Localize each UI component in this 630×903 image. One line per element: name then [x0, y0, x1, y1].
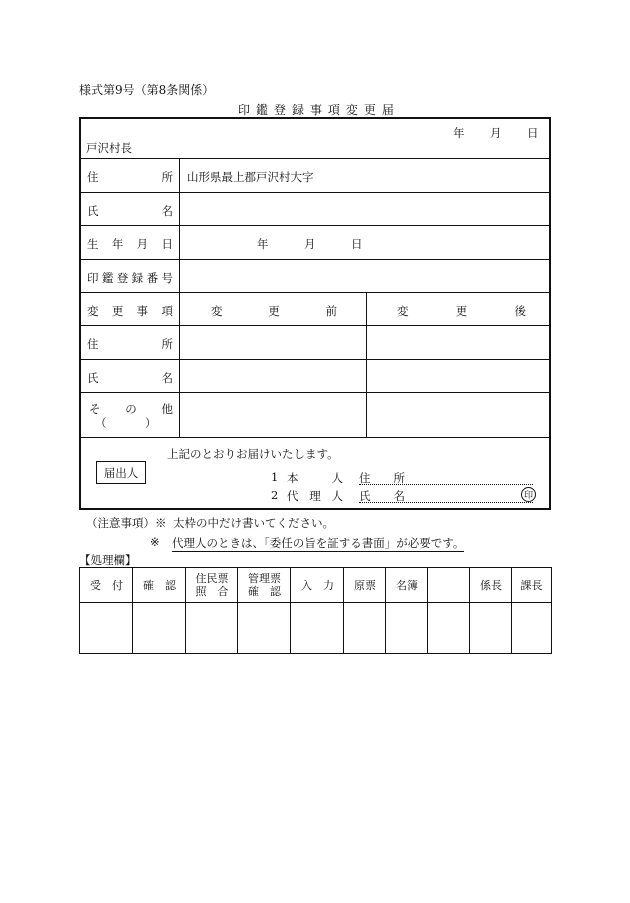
birthdate-label	[87, 236, 173, 252]
processing-table	[79, 567, 552, 654]
submitter-2-number: 2	[271, 488, 279, 502]
change-name-char: 氏	[87, 371, 99, 385]
change-item-label	[87, 303, 173, 319]
processing-header-cell: 住民票 照 合	[195, 572, 229, 598]
title-char: 更	[363, 103, 376, 117]
notes-label: （注意事項）※	[86, 516, 167, 530]
birth-label-char: 年	[111, 237, 124, 251]
addressee: 戸沢村長	[86, 141, 132, 155]
after-label-char: 変	[397, 304, 409, 318]
after-label-char: 後	[514, 304, 526, 318]
name-label	[87, 203, 173, 219]
form-title	[238, 101, 394, 118]
processing-header-cell	[428, 568, 470, 602]
reg-label-char: 号	[161, 271, 173, 285]
address-dotted-line[interactable]	[359, 484, 533, 485]
change-name-label	[87, 370, 173, 386]
date-day-label: 日	[527, 126, 539, 140]
s1-role-char: 本	[287, 471, 299, 485]
address-label-char: 所	[161, 170, 173, 184]
before-change-label	[211, 303, 337, 319]
birth-month-unit: 月	[304, 237, 316, 251]
address-label	[87, 169, 173, 185]
change-label-char: 項	[161, 304, 173, 318]
title-char: 登	[273, 103, 286, 117]
processing-title: 【処理欄】	[79, 553, 137, 567]
date-year-label: 年	[453, 126, 465, 140]
date-month-label: 月	[490, 126, 502, 140]
birth-label-char: 生	[87, 237, 99, 251]
reg-label-char: 登	[116, 271, 129, 285]
change-name-char: 名	[161, 371, 173, 385]
processing-header-cell: 課長	[520, 578, 543, 592]
note-2: 代理人のときは、「委任の旨を証する書面」が必要です。	[172, 536, 465, 550]
other-label-char: の	[125, 402, 137, 416]
before-label-char: 前	[325, 304, 337, 318]
registration-number-label	[87, 270, 173, 286]
other-label-char: そ	[89, 402, 101, 416]
s1-field-char: 所	[393, 471, 405, 485]
after-change-label	[397, 303, 526, 319]
change-address-char: 住	[87, 337, 99, 351]
title-char: 項	[327, 103, 340, 117]
title-char: 届	[381, 103, 394, 117]
processing-header-cell: 係長	[480, 578, 502, 592]
before-label-char: 更	[268, 304, 280, 318]
change-label-char: 更	[111, 304, 124, 318]
submitter-1-role	[287, 470, 343, 486]
name-dotted-line[interactable]	[359, 502, 533, 503]
change-label-char: 変	[87, 304, 99, 318]
before-label-char: 変	[211, 304, 223, 318]
title-char: 事	[309, 103, 322, 117]
note-2-mark: ※	[150, 535, 160, 549]
title-char: 鑑	[255, 103, 268, 117]
change-address-char: 所	[161, 337, 173, 351]
processing-header-cell: 原票	[354, 578, 376, 592]
declaration-text: 上記のとおりお届けいたします。	[167, 447, 339, 461]
birth-day-unit: 日	[351, 237, 363, 251]
s1-role-char: 人	[331, 471, 343, 485]
name-label-char: 名	[161, 204, 173, 218]
reg-label-char: 印	[87, 271, 99, 285]
other-label-char: 他	[161, 402, 173, 416]
address-label-char: 住	[87, 170, 99, 184]
after-label-char: 更	[455, 304, 468, 318]
s2-role-char: 人	[331, 489, 343, 503]
title-char: 録	[291, 103, 304, 117]
birth-label-char: 月	[136, 237, 149, 251]
submitter-2-role	[287, 488, 343, 504]
main-form-box	[79, 117, 551, 510]
form-number: 様式第9号（第8条関係）	[79, 83, 215, 97]
s2-field-char: 氏	[359, 489, 371, 503]
s2-role-char: 代	[287, 489, 299, 503]
change-label-char: 事	[136, 304, 149, 318]
processing-header-cell: 管理票 確 認	[248, 572, 281, 598]
birth-year-unit: 年	[257, 237, 269, 251]
s2-role-char: 理	[309, 489, 321, 503]
submitter-1-number: 1	[271, 470, 279, 484]
seal-mark: 印	[521, 487, 536, 502]
birth-label-char: 日	[161, 237, 173, 251]
other-paren: （ ）	[95, 416, 158, 430]
title-char: 印	[238, 103, 251, 117]
note-1: 太枠の中だけ書いてください。	[173, 516, 334, 530]
processing-header-cell: 入 力	[301, 578, 334, 592]
processing-header-cell: 受 付	[90, 578, 123, 592]
s1-field-char: 住	[359, 471, 371, 485]
title-char: 変	[345, 103, 358, 117]
reg-label-char: 鑑	[101, 271, 114, 285]
s2-field-char: 名	[393, 489, 405, 503]
submitter-box: 届出人	[96, 461, 146, 484]
processing-header-cell: 確 認	[143, 578, 176, 592]
reg-label-char: 番	[146, 271, 159, 285]
processing-header-cell: 名簿	[396, 578, 418, 592]
change-address-label	[87, 336, 173, 352]
address-value[interactable]: 山形県最上郡戸沢村大字	[187, 170, 314, 184]
name-label-char: 氏	[87, 204, 99, 218]
reg-label-char: 録	[131, 271, 144, 285]
